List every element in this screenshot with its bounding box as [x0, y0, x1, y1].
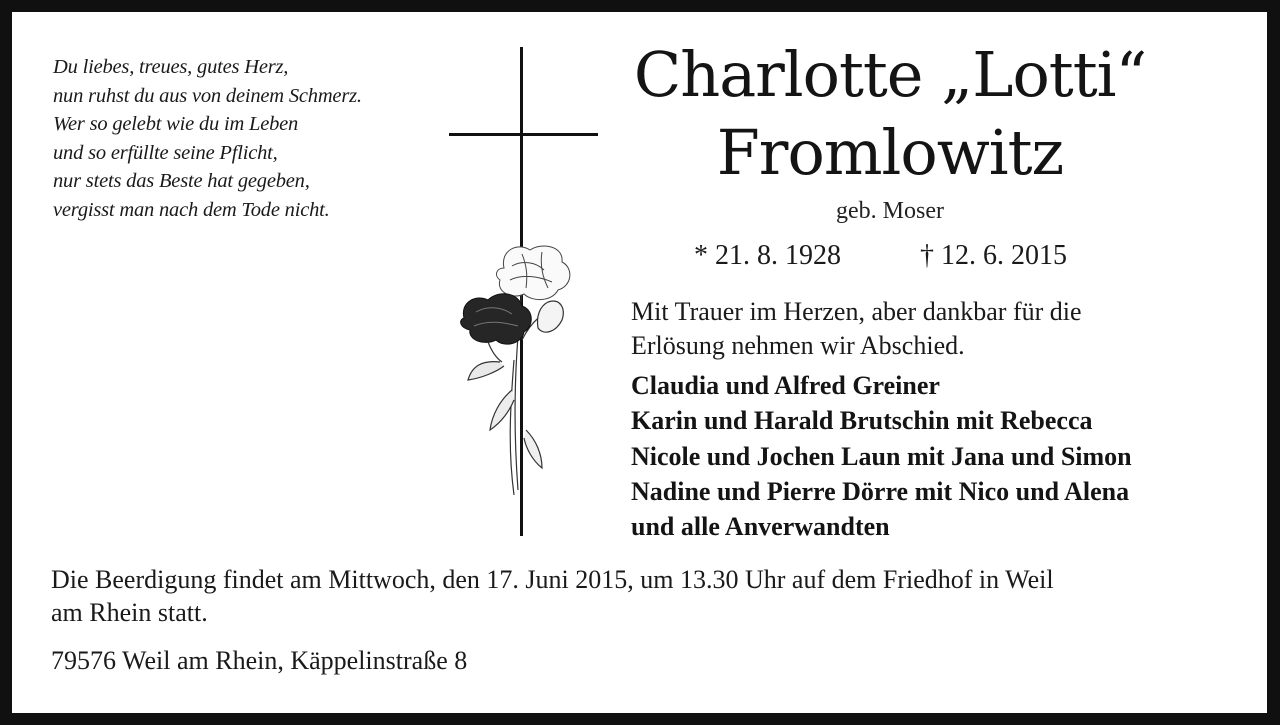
cross-horizontal-bar [449, 133, 598, 136]
poem-line: nun ruhst du aus von deinem Schmerz. [53, 84, 362, 107]
mourner-entry: und alle Anverwandten [631, 512, 890, 542]
deceased-surname: Fromlowitz [716, 116, 1064, 189]
poem [53, 53, 473, 225]
birth-date: * 21. 8. 1928 [694, 240, 841, 271]
poem-line: Wer so gelebt wie du im Leben [53, 113, 299, 136]
funeral-line: am Rhein statt. [51, 598, 208, 627]
birth-name: geb. Moser [836, 198, 944, 224]
mourner-entry: Karin und Harald Brutschin mit Rebecca [631, 406, 1093, 436]
funeral-notice [51, 563, 1241, 629]
poem-line: vergisst man nach dem Tode nicht. [53, 198, 330, 221]
poem-line: und so erfüllte seine Pflicht, [53, 141, 278, 164]
farewell-line: Erlösung nehmen wir Abschied. [631, 331, 965, 360]
mourner-entry: Nicole und Jochen Laun mit Jana und Simon [631, 441, 1132, 471]
poem-line: nur stets das Beste hat gegeben, [53, 170, 310, 193]
farewell-message [631, 295, 1211, 363]
mourner-entry: Claudia und Alfred Greiner [631, 371, 940, 400]
deceased-name: Charlotte „Lotti“ [633, 38, 1147, 111]
family-address: 79576 Weil am Rhein, Käppelinstraße 8 [51, 646, 468, 675]
farewell-line: Mit Trauer im Herzen, aber dankbar für die [631, 297, 1082, 326]
mourner-entry: Nadine und Pierre Dörre mit Nico und Alena [631, 476, 1130, 506]
funeral-line: Die Beerdigung findet am Mittwoch, den 17. Juni 2015, um 13.30 Uhr auf dem Friedhof in Weil [51, 565, 1054, 594]
poem-line: Du liebes, treues, gutes Herz, [53, 56, 289, 78]
death-date: † 12. 6. 2015 [920, 240, 1067, 271]
mourners-list [631, 368, 1251, 544]
carnation-icon [452, 240, 582, 500]
